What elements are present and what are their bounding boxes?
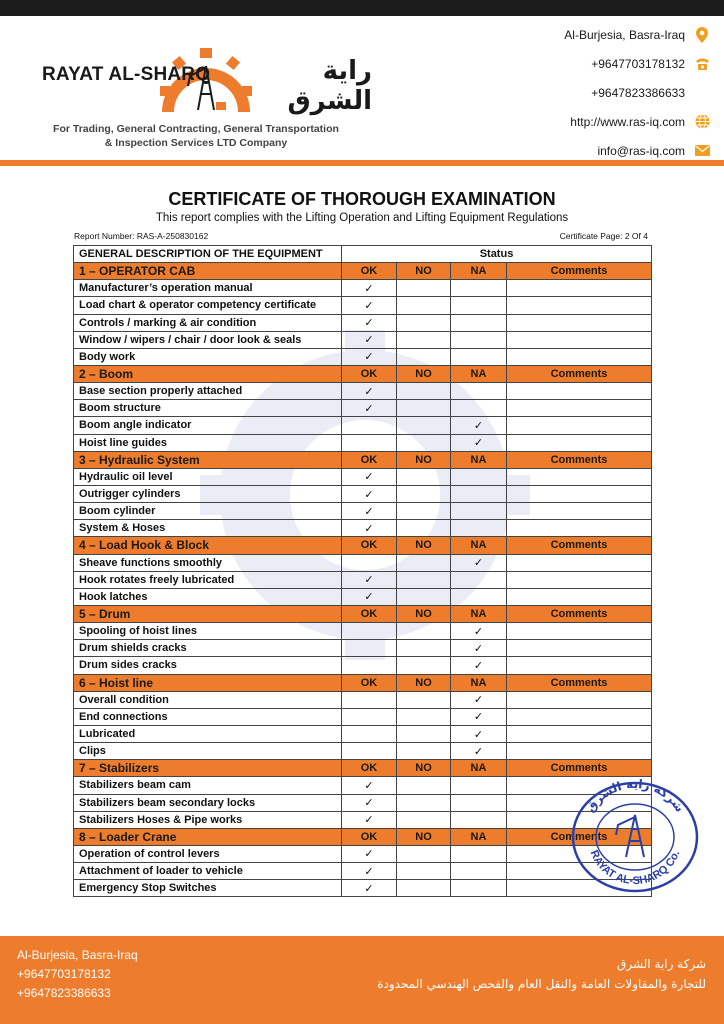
status-ok-cell: ✓ bbox=[342, 588, 397, 605]
status-no-cell bbox=[397, 434, 451, 451]
item-label: Attachment of loader to vehicle bbox=[74, 863, 342, 880]
na-column-header: NA bbox=[451, 674, 507, 691]
comments-cell bbox=[507, 503, 652, 520]
status-na-cell: ✓ bbox=[451, 708, 507, 725]
contact-website[interactable]: http://www.ras-iq.com bbox=[490, 107, 710, 136]
item-label: Clips bbox=[74, 743, 342, 760]
ok-column-header: OK bbox=[342, 760, 397, 777]
comments-column-header: Comments bbox=[507, 605, 652, 622]
na-column-header: NA bbox=[451, 828, 507, 845]
status-ok-cell bbox=[342, 691, 397, 708]
ok-column-header: OK bbox=[342, 537, 397, 554]
section-title: 4 – Load Hook & Block bbox=[74, 537, 342, 554]
item-label: Spooling of hoist lines bbox=[74, 623, 342, 640]
status-na-cell bbox=[451, 880, 507, 897]
status-ok-cell: ✓ bbox=[342, 348, 397, 365]
status-ok-cell: ✓ bbox=[342, 520, 397, 537]
status-no-cell bbox=[397, 708, 451, 725]
status-na-cell bbox=[451, 571, 507, 588]
comments-cell bbox=[507, 485, 652, 502]
comments-cell bbox=[507, 554, 652, 571]
status-ok-cell bbox=[342, 554, 397, 571]
status-no-cell bbox=[397, 348, 451, 365]
status-na-cell: ✓ bbox=[451, 417, 507, 434]
status-na-cell bbox=[451, 331, 507, 348]
status-ok-cell: ✓ bbox=[342, 503, 397, 520]
table-row bbox=[74, 520, 652, 537]
certificate-page: Certificate Page: 2 Of 4 bbox=[559, 231, 648, 241]
status-ok-cell: ✓ bbox=[342, 571, 397, 588]
comments-cell bbox=[507, 571, 652, 588]
item-label: Hook latches bbox=[74, 588, 342, 605]
status-no-cell bbox=[397, 520, 451, 537]
section-title: 3 – Hydraulic System bbox=[74, 451, 342, 468]
status-na-cell: ✓ bbox=[451, 554, 507, 571]
table-row bbox=[74, 417, 652, 434]
status-ok-cell: ✓ bbox=[342, 331, 397, 348]
comments-cell bbox=[507, 417, 652, 434]
ok-column-header: OK bbox=[342, 828, 397, 845]
status-no-cell bbox=[397, 794, 451, 811]
item-label: End connections bbox=[74, 708, 342, 725]
status-no-cell bbox=[397, 863, 451, 880]
table-row bbox=[74, 468, 652, 485]
contact-phone-1: +9647703178132 bbox=[490, 49, 710, 78]
item-label: Hook rotates freely lubricated bbox=[74, 571, 342, 588]
section-header-row bbox=[74, 605, 652, 622]
no-column-header: NO bbox=[397, 365, 451, 382]
status-ok-cell: ✓ bbox=[342, 845, 397, 862]
certificate-title: CERTIFICATE OF THOROUGH EXAMINATION bbox=[168, 189, 556, 209]
report-number: Report Number: RAS-A-250830162 bbox=[74, 231, 209, 241]
status-no-cell bbox=[397, 280, 451, 297]
table-row bbox=[74, 777, 652, 794]
header-accent-line bbox=[0, 160, 724, 166]
item-label: Overall condition bbox=[74, 691, 342, 708]
comments-column-header: Comments bbox=[507, 451, 652, 468]
company-tagline: For Trading, General Contracting, General Transportation & Inspection Services LTD Company bbox=[53, 123, 339, 149]
no-column-header: NO bbox=[397, 451, 451, 468]
status-no-cell bbox=[397, 811, 451, 828]
status-ok-cell: ✓ bbox=[342, 880, 397, 897]
status-na-cell bbox=[451, 383, 507, 400]
status-ok-cell: ✓ bbox=[342, 777, 397, 794]
status-no-cell bbox=[397, 657, 451, 674]
contact-address: Al-Burjesia, Basra-Iraq bbox=[490, 20, 710, 49]
status-no-cell bbox=[397, 640, 451, 657]
section-header-row bbox=[74, 828, 652, 845]
status-ok-cell bbox=[342, 417, 397, 434]
comments-column-header: Comments bbox=[507, 828, 652, 845]
status-ok-cell: ✓ bbox=[342, 400, 397, 417]
section-title: 1 – OPERATOR CAB bbox=[74, 263, 342, 280]
item-label: Boom structure bbox=[74, 400, 342, 417]
status-na-cell bbox=[451, 845, 507, 862]
table-row bbox=[74, 845, 652, 862]
comments-column-header: Comments bbox=[507, 537, 652, 554]
status-no-cell bbox=[397, 588, 451, 605]
table-row bbox=[74, 383, 652, 400]
status-ok-cell bbox=[342, 434, 397, 451]
status-na-cell bbox=[451, 485, 507, 502]
status-na-cell bbox=[451, 348, 507, 365]
na-column-header: NA bbox=[451, 263, 507, 280]
company-logo bbox=[42, 46, 372, 116]
status-no-cell bbox=[397, 845, 451, 862]
na-column-header: NA bbox=[451, 760, 507, 777]
comments-cell bbox=[507, 623, 652, 640]
item-label: Base section properly attached bbox=[74, 383, 342, 400]
item-label: Hoist line guides bbox=[74, 434, 342, 451]
ok-column-header: OK bbox=[342, 263, 397, 280]
footer-contact: Al-Burjesia, Basra-Iraq +9647703178132 +9647823386633 bbox=[17, 948, 138, 1000]
status-na-cell bbox=[451, 468, 507, 485]
table-row bbox=[74, 811, 652, 828]
comments-cell bbox=[507, 520, 652, 537]
no-column-header: NO bbox=[397, 605, 451, 622]
comments-cell bbox=[507, 348, 652, 365]
status-ok-cell: ✓ bbox=[342, 383, 397, 400]
status-na-cell bbox=[451, 811, 507, 828]
item-label: Load chart & operator competency certificate bbox=[74, 297, 342, 314]
stamp-text-en: RAYAT AL-SHARQ Co. bbox=[587, 848, 683, 888]
status-na-cell: ✓ bbox=[451, 640, 507, 657]
status-no-cell bbox=[397, 623, 451, 640]
item-label: Hydraulic oil level bbox=[74, 468, 342, 485]
comments-cell bbox=[507, 434, 652, 451]
status-ok-cell bbox=[342, 743, 397, 760]
examination-table bbox=[73, 245, 652, 897]
comments-column-header: Comments bbox=[507, 674, 652, 691]
comments-cell bbox=[507, 383, 652, 400]
comments-cell bbox=[507, 725, 652, 742]
status-na-cell: ✓ bbox=[451, 691, 507, 708]
section-header-row bbox=[74, 451, 652, 468]
item-label: Controls / marking & air condition bbox=[74, 314, 342, 331]
table-row bbox=[74, 640, 652, 657]
globe-icon bbox=[694, 114, 710, 130]
comments-cell bbox=[507, 280, 652, 297]
item-label: Sheave functions smoothly bbox=[74, 554, 342, 571]
item-label: Stabilizers beam secondary locks bbox=[74, 794, 342, 811]
item-label: Boom cylinder bbox=[74, 503, 342, 520]
na-column-header: NA bbox=[451, 451, 507, 468]
section-header-row bbox=[74, 674, 652, 691]
status-no-cell bbox=[397, 417, 451, 434]
section-title: 2 – Boom bbox=[74, 365, 342, 382]
status-no-cell bbox=[397, 743, 451, 760]
ok-column-header: OK bbox=[342, 451, 397, 468]
comments-cell bbox=[507, 640, 652, 657]
status-ok-cell bbox=[342, 725, 397, 742]
table-row bbox=[74, 331, 652, 348]
status-no-cell bbox=[397, 691, 451, 708]
section-header-row bbox=[74, 537, 652, 554]
company-name-ar: راية الشرق bbox=[287, 56, 372, 116]
table-row bbox=[74, 863, 652, 880]
comments-cell bbox=[507, 743, 652, 760]
status-no-cell bbox=[397, 503, 451, 520]
status-na-cell: ✓ bbox=[451, 434, 507, 451]
na-column-header: NA bbox=[451, 365, 507, 382]
comments-cell bbox=[507, 691, 652, 708]
status-no-cell bbox=[397, 554, 451, 571]
table-row bbox=[74, 708, 652, 725]
table-row bbox=[74, 485, 652, 502]
status-ok-cell: ✓ bbox=[342, 863, 397, 880]
ok-column-header: OK bbox=[342, 605, 397, 622]
status-na-cell bbox=[451, 400, 507, 417]
status-no-cell bbox=[397, 383, 451, 400]
comments-cell bbox=[507, 657, 652, 674]
status-na-cell: ✓ bbox=[451, 657, 507, 674]
status-na-cell: ✓ bbox=[451, 743, 507, 760]
status-na-cell: ✓ bbox=[451, 725, 507, 742]
section-title: 7 – Stabilizers bbox=[74, 760, 342, 777]
item-label: Manufacturer’s operation manual bbox=[74, 280, 342, 297]
stamp-text-ar: شركة راية الشرق bbox=[583, 776, 687, 815]
status-no-cell bbox=[397, 468, 451, 485]
status-no-cell bbox=[397, 314, 451, 331]
contact-phone-2: +9647823386633 bbox=[591, 85, 685, 100]
item-label: Stabilizers Hoses & Pipe works bbox=[74, 811, 342, 828]
no-column-header: NO bbox=[397, 537, 451, 554]
comments-cell bbox=[507, 588, 652, 605]
phone-icon bbox=[694, 56, 710, 72]
certificate-subtitle: This report complies with the Lifting Operation and Lifting Equipment Regulations bbox=[155, 212, 569, 224]
comments-column-header: Comments bbox=[507, 263, 652, 280]
status-ok-cell: ✓ bbox=[342, 485, 397, 502]
status-na-cell bbox=[451, 297, 507, 314]
letterhead bbox=[0, 16, 724, 160]
table-row bbox=[74, 348, 652, 365]
section-title: 6 – Hoist line bbox=[74, 674, 342, 691]
status-no-cell bbox=[397, 331, 451, 348]
table-row bbox=[74, 434, 652, 451]
status-na-cell bbox=[451, 520, 507, 537]
ok-column-header: OK bbox=[342, 674, 397, 691]
top-bar bbox=[0, 0, 724, 16]
general-description-header: GENERAL DESCRIPTION OF THE EQUIPMENT bbox=[74, 246, 342, 263]
stamp-derrick-icon bbox=[616, 815, 644, 857]
status-no-cell bbox=[397, 400, 451, 417]
contact-email[interactable]: info@ras-iq.com bbox=[490, 136, 710, 165]
table-row bbox=[74, 794, 652, 811]
table-row bbox=[74, 297, 652, 314]
status-ok-cell: ✓ bbox=[342, 280, 397, 297]
company-stamp bbox=[568, 775, 702, 895]
status-ok-cell: ✓ bbox=[342, 468, 397, 485]
comments-cell bbox=[507, 297, 652, 314]
ok-column-header: OK bbox=[342, 365, 397, 382]
status-ok-cell bbox=[342, 708, 397, 725]
section-header-row bbox=[74, 365, 652, 382]
na-column-header: NA bbox=[451, 537, 507, 554]
status-no-cell bbox=[397, 777, 451, 794]
comments-cell bbox=[507, 331, 652, 348]
contact-block bbox=[490, 20, 710, 165]
status-na-cell bbox=[451, 777, 507, 794]
table-row bbox=[74, 743, 652, 760]
status-no-cell bbox=[397, 571, 451, 588]
comments-cell bbox=[507, 314, 652, 331]
envelope-icon bbox=[694, 143, 710, 159]
status-na-cell bbox=[451, 863, 507, 880]
comments-cell bbox=[507, 468, 652, 485]
no-column-header: NO bbox=[397, 263, 451, 280]
section-header-row bbox=[74, 263, 652, 280]
status-ok-cell: ✓ bbox=[342, 811, 397, 828]
table-row bbox=[74, 400, 652, 417]
status-na-cell bbox=[451, 314, 507, 331]
table-row bbox=[74, 571, 652, 588]
table-row bbox=[74, 623, 652, 640]
table-row bbox=[74, 691, 652, 708]
table-header-row bbox=[74, 246, 652, 263]
status-ok-cell: ✓ bbox=[342, 794, 397, 811]
table-row bbox=[74, 880, 652, 897]
status-na-cell bbox=[451, 794, 507, 811]
comments-cell bbox=[507, 708, 652, 725]
comments-cell bbox=[507, 400, 652, 417]
comments-column-header: Comments bbox=[507, 365, 652, 382]
item-label: Drum shields cracks bbox=[74, 640, 342, 657]
item-label: Body work bbox=[74, 348, 342, 365]
item-label: Lubricated bbox=[74, 725, 342, 742]
section-title: 5 – Drum bbox=[74, 605, 342, 622]
status-no-cell bbox=[397, 485, 451, 502]
item-label: Window / wipers / chair / door look & seals bbox=[74, 331, 342, 348]
section-header-row bbox=[74, 760, 652, 777]
footer bbox=[0, 936, 724, 1024]
status-na-cell bbox=[451, 280, 507, 297]
company-name-en: RAYAT AL-SHARQ bbox=[42, 64, 211, 85]
location-pin-icon bbox=[694, 27, 710, 43]
status-header: Status bbox=[342, 246, 652, 263]
item-label: Stabilizers beam cam bbox=[74, 777, 342, 794]
item-label: System & Hoses bbox=[74, 520, 342, 537]
na-column-header: NA bbox=[451, 605, 507, 622]
status-ok-cell bbox=[342, 657, 397, 674]
table-row bbox=[74, 314, 652, 331]
no-column-header: NO bbox=[397, 760, 451, 777]
status-na-cell bbox=[451, 588, 507, 605]
item-label: Emergency Stop Switches bbox=[74, 880, 342, 897]
no-column-header: NO bbox=[397, 828, 451, 845]
status-na-cell bbox=[451, 503, 507, 520]
status-no-cell bbox=[397, 297, 451, 314]
item-label: Boom angle indicator bbox=[74, 417, 342, 434]
table-row bbox=[74, 503, 652, 520]
item-label: Operation of control levers bbox=[74, 845, 342, 862]
comments-column-header: Comments bbox=[507, 760, 652, 777]
status-ok-cell: ✓ bbox=[342, 297, 397, 314]
table-row bbox=[74, 725, 652, 742]
table-row bbox=[74, 657, 652, 674]
item-label: Outrigger cylinders bbox=[74, 485, 342, 502]
section-title: 8 – Loader Crane bbox=[74, 828, 342, 845]
item-label: Drum sides cracks bbox=[74, 657, 342, 674]
status-ok-cell bbox=[342, 623, 397, 640]
table-row bbox=[74, 280, 652, 297]
status-no-cell bbox=[397, 880, 451, 897]
status-no-cell bbox=[397, 725, 451, 742]
status-na-cell: ✓ bbox=[451, 623, 507, 640]
status-ok-cell bbox=[342, 640, 397, 657]
no-column-header: NO bbox=[397, 674, 451, 691]
table-row bbox=[74, 554, 652, 571]
table-row bbox=[74, 588, 652, 605]
status-ok-cell: ✓ bbox=[342, 314, 397, 331]
footer-company-ar: شركة راية الشرق للتجارة والمقاولات العامة والنقل العام والفحص الهندسي المحدودة bbox=[377, 957, 706, 991]
